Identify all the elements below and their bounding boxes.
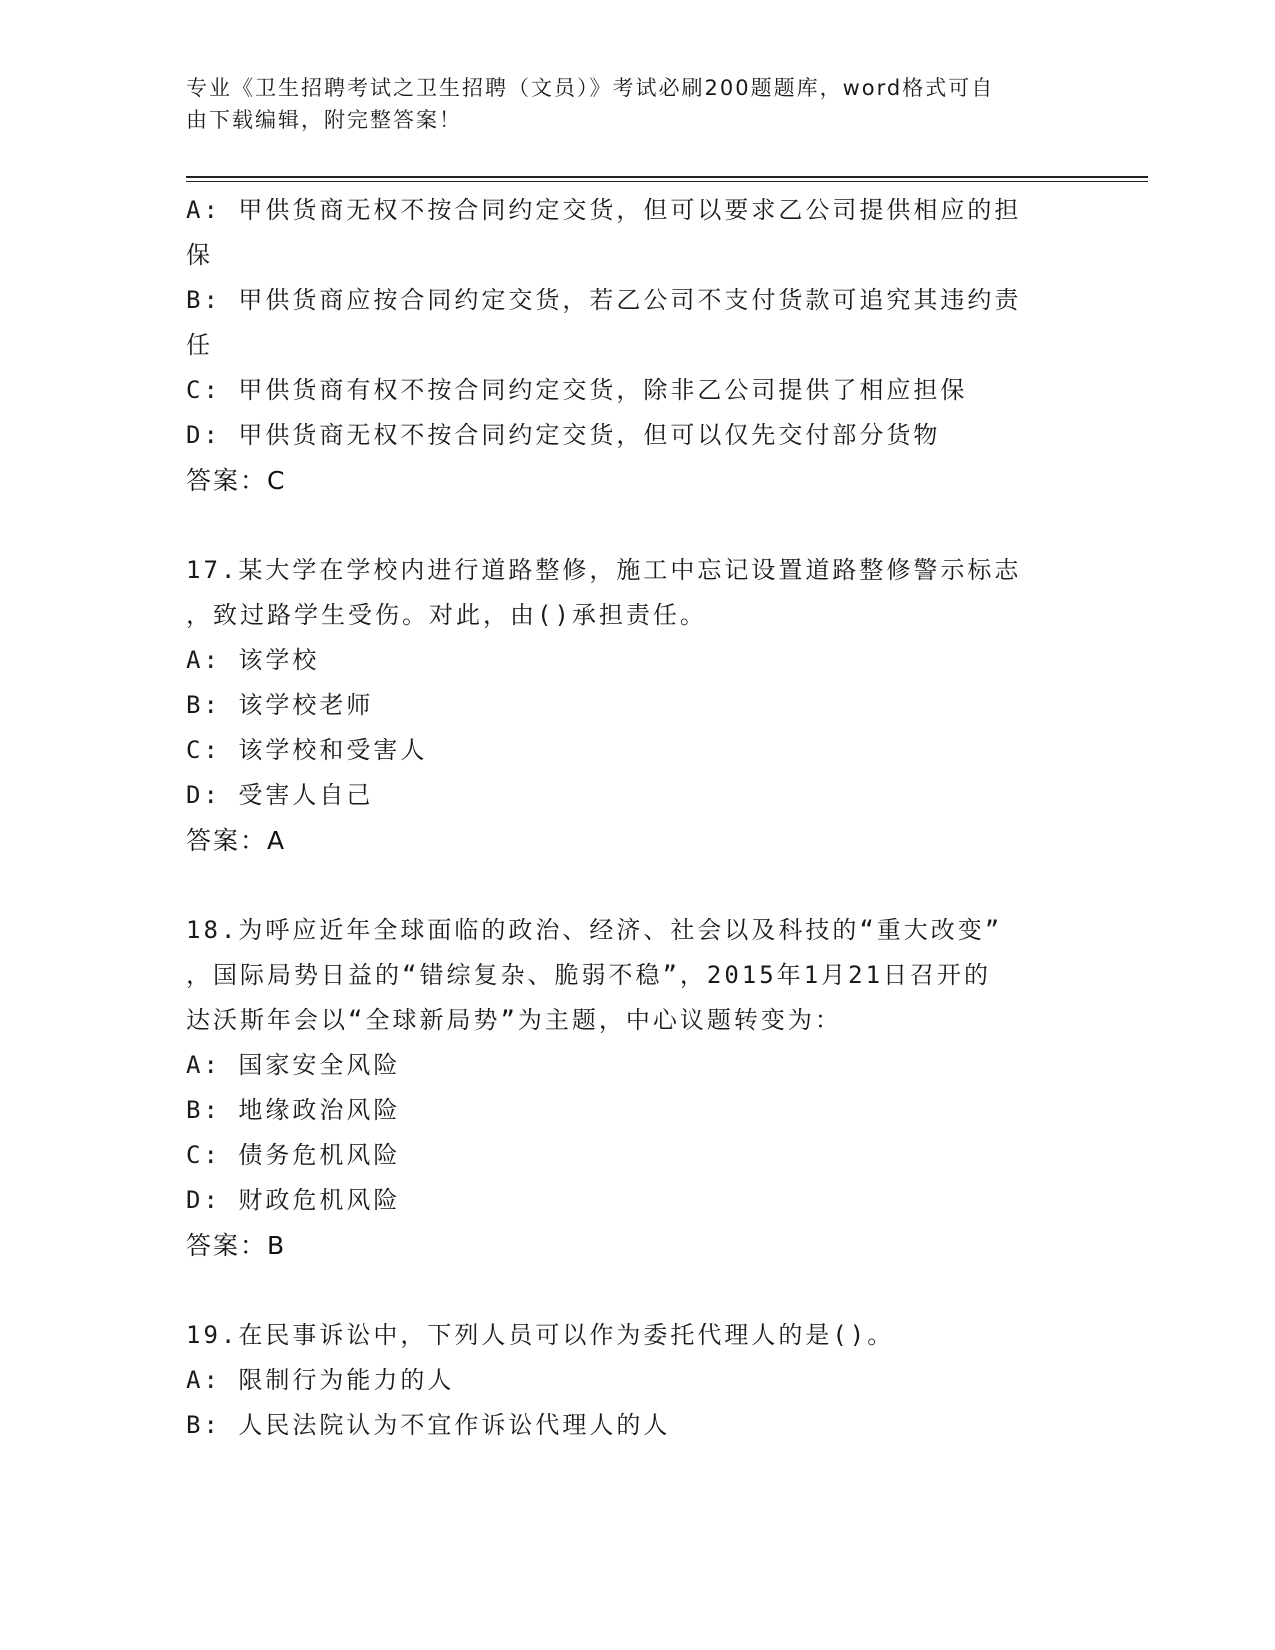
option-line: B: 甲供货商应按合同约定交货，若乙公司不支付货款可追究其违约责 (186, 286, 1022, 314)
option-d: D: 甲供货商无权不按合同约定交货，但可以仅先交付部分货物 (186, 421, 941, 449)
option-a: A: 该学校 (186, 646, 320, 674)
header-divider-thick (186, 176, 1148, 178)
spacer (186, 863, 1086, 908)
question-stem-line: 17.某大学在学校内进行道路整修，施工中忘记设置道路整修警示标志 (186, 556, 1022, 584)
question-19 (186, 1313, 1086, 1448)
question-16 (186, 188, 1086, 503)
question-stem-line: 达沃斯年会以“全球新局势”为主题，中心议题转变为： (186, 1006, 842, 1034)
question-list (186, 188, 1086, 1448)
option-line: 任 (186, 331, 213, 359)
option-line: A: 甲供货商无权不按合同约定交货，但可以要求乙公司提供相应的担 (186, 196, 1022, 224)
answer-label: 答案：A (186, 826, 287, 855)
option-b: B: 该学校老师 (186, 691, 374, 719)
answer-label: 答案：C (186, 466, 287, 495)
spacer (186, 1268, 1086, 1313)
option-c: C: 甲供货商有权不按合同约定交货，除非乙公司提供了相应担保 (186, 376, 968, 404)
question-stem-line: ，国际局势日益的“错综复杂、脆弱不稳”，2015年1月21日召开的 (186, 961, 992, 989)
option-b: B: 地缘政治风险 (186, 1096, 401, 1124)
option-a: A: 限制行为能力的人 (186, 1366, 455, 1394)
option-d: D: 受害人自己 (186, 781, 374, 809)
option-a (186, 188, 1086, 278)
header-divider-thin (186, 181, 1148, 182)
option-d: D: 财政危机风险 (186, 1186, 401, 1214)
header-title-line-1: 专业《卫生招聘考试之卫生招聘（文员）》考试必刷200题题库，word格式可自 (186, 76, 995, 100)
header-title-line-2: 由下载编辑，附完整答案！ (186, 108, 462, 132)
option-line: 保 (186, 241, 213, 269)
answer-label: 答案：B (186, 1231, 287, 1260)
document-header (186, 72, 1086, 136)
option-b: B: 人民法院认为不宜作诉讼代理人的人 (186, 1411, 671, 1439)
question-stem-line: 18.为呼应近年全球面临的政治、经济、社会以及科技的“重大改变” (186, 916, 1003, 944)
question-17 (186, 548, 1086, 863)
option-b (186, 278, 1086, 368)
option-c: C: 债务危机风险 (186, 1141, 401, 1169)
question-stem-line: 19.在民事诉讼中，下列人员可以作为委托代理人的是()。 (186, 1321, 895, 1349)
question-stem-line: ，致过路学生受伤。对此，由()承担责任。 (186, 601, 707, 629)
option-c: C: 该学校和受害人 (186, 736, 428, 764)
spacer (186, 503, 1086, 548)
option-a: A: 国家安全风险 (186, 1051, 401, 1079)
question-18 (186, 908, 1086, 1268)
